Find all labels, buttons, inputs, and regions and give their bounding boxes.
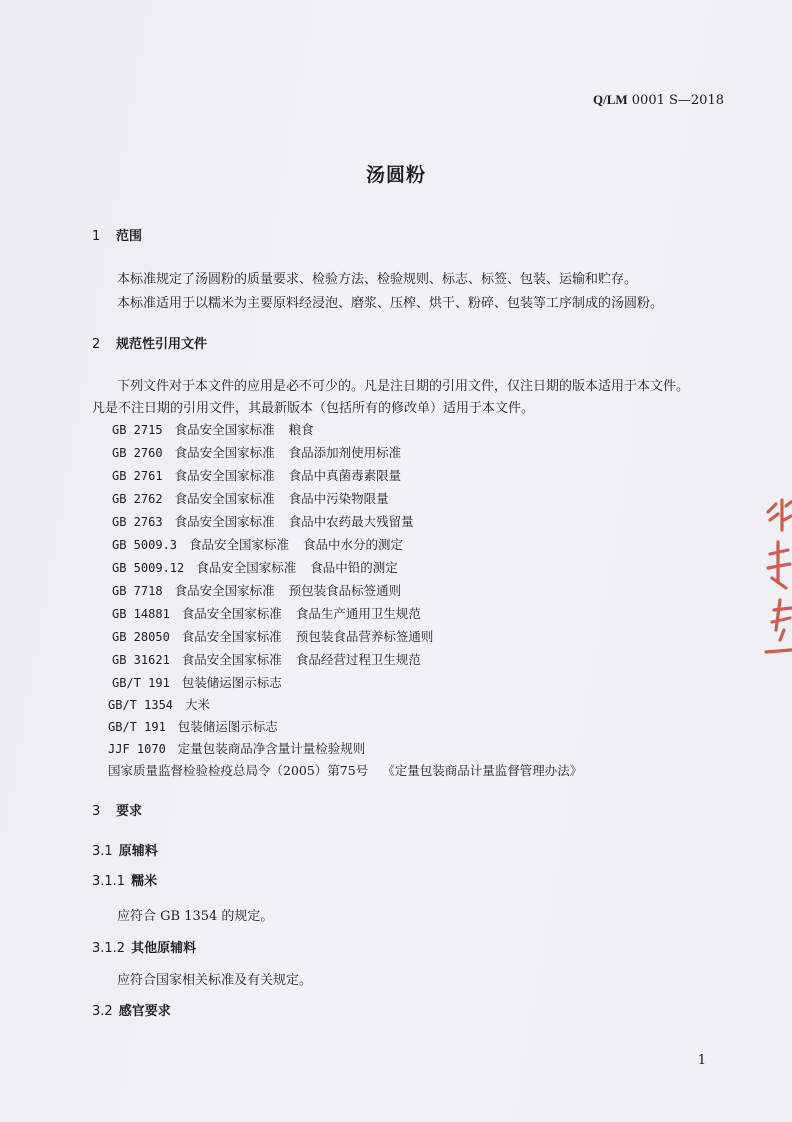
- reference-item: GB/T 191 包装储运图示标志: [108, 719, 278, 734]
- reference-item: GB 2715 食品安全国家标准 粮食: [112, 422, 314, 437]
- reference-item: GB 2760 食品安全国家标准 食品添加剂使用标准: [112, 445, 402, 460]
- seal-stamp-fragment: [764, 490, 792, 660]
- reference-item: GB 28050 食品安全国家标准 预包装食品营养标签通则: [112, 629, 434, 644]
- reference-item: GB 5009.3 食品安全国家标准 食品中水分的测定: [112, 537, 404, 552]
- section-2-intro-line-1: 下列文件对于本文件的应用是必不可少的。凡是注日期的引用文件，仅注日期的版本适用于本文件。: [117, 379, 690, 394]
- reference-item: GB 2762 食品安全国家标准 食品中污染物限量: [112, 491, 389, 506]
- reference-item: GB/T 1354 大米: [108, 697, 211, 712]
- reference-item: GB 14881 食品安全国家标准 食品生产通用卫生规范: [112, 606, 421, 621]
- section-3-2-heading: 3.2 感官要求: [92, 1004, 171, 1019]
- reference-item: GB/T 191 包装储运图示标志: [112, 675, 282, 690]
- section-1-paragraph-1: 本标准规定了汤圆粉的质量要求、检验方法、检验规则、标志、标签、包装、运输和贮存。: [117, 272, 638, 287]
- reference-item: GB 2763 食品安全国家标准 食品中农药最大残留量: [112, 514, 414, 529]
- section-1-heading: 1 范围: [92, 229, 143, 244]
- document-number: Q/LM 0001 S—2018: [592, 92, 724, 108]
- reference-item: GB 5009.12 食品安全国家标准 食品中铅的测定: [112, 560, 398, 575]
- section-3-1-heading: 3.1 原辅料: [92, 844, 158, 859]
- reference-item: GB 7718 食品安全国家标准 预包装食品标签通则: [112, 583, 402, 598]
- section-3-1-2-text: 应符合国家相关标准及有关规定。: [117, 973, 313, 988]
- section-3-heading: 3 要求: [92, 804, 143, 819]
- reference-item: GB 2761 食品安全国家标准 食品中真菌毒素限量: [112, 468, 402, 483]
- page-number: 1: [697, 1053, 706, 1068]
- section-3-1-2-heading: 3.1.2 其他原辅料: [92, 941, 197, 956]
- section-2-heading: 2 规范性引用文件: [92, 337, 208, 352]
- reference-item: JJF 1070 定量包装商品净含量计量检验规则: [108, 741, 366, 756]
- section-1-paragraph-2: 本标准适用于以糯米为主要原料经浸泡、磨浆、压榨、烘干、粉碎、包装等工序制成的汤圆粉。: [117, 296, 664, 311]
- section-3-1-1-text: 应符合 GB 1354 的规定。: [117, 909, 274, 924]
- page-title: 汤圆粉: [365, 164, 426, 186]
- section-3-1-1-heading: 3.1.1 糯米: [92, 874, 158, 889]
- section-2-intro-line-2: 凡是不注日期的引用文件，其最新版本（包括所有的修改单）适用于本文件。: [92, 401, 535, 416]
- reference-item: 国家质量监督检验检疫总局令（2005）第75号 《定量包装商品计量监督管理办法》: [108, 763, 583, 778]
- reference-item: GB 31621 食品安全国家标准 食品经营过程卫生规范: [112, 652, 421, 667]
